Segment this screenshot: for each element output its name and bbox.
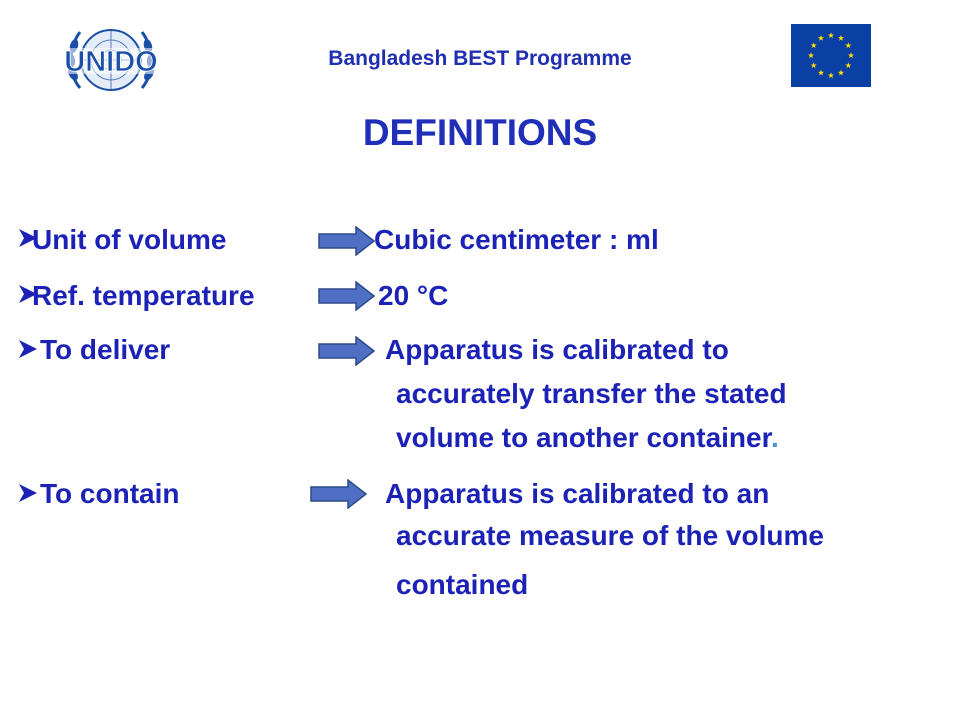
definition-text-continued: accurate measure of the volume — [396, 520, 824, 551]
program-title: Bangladesh BEST Programme — [328, 47, 632, 70]
arrow-bullet-icon — [17, 482, 39, 504]
term-label: Unit of volume — [32, 224, 227, 255]
right-arrow-icon — [310, 479, 368, 509]
definition-text: 20 °C — [378, 280, 449, 311]
definition-text: Apparatus is calibrated to an — [385, 478, 770, 509]
term-label: Ref. temperature — [32, 280, 255, 311]
right-arrow-icon — [318, 336, 376, 366]
definition-text-continued: contained — [396, 569, 529, 600]
definition-text-line: volume to another container — [396, 422, 771, 453]
right-arrow-icon — [318, 281, 376, 311]
definition-text-continued — [396, 424, 779, 452]
definition-text-continued: accurately transfer the stated — [396, 378, 787, 409]
definition-text: Apparatus is calibrated to — [385, 334, 729, 365]
svg-text:UNIDO: UNIDO — [64, 46, 158, 78]
trailing-period: . — [770, 422, 779, 453]
eu-flag — [791, 24, 871, 87]
definition-text: Cubic centimeter : ml — [374, 224, 659, 255]
term-label: To deliver — [40, 334, 171, 365]
right-arrow-icon — [318, 226, 376, 256]
page-title: DEFINITIONS — [362, 112, 598, 153]
term-label: To contain — [40, 478, 180, 509]
arrow-bullet-icon — [17, 338, 39, 360]
